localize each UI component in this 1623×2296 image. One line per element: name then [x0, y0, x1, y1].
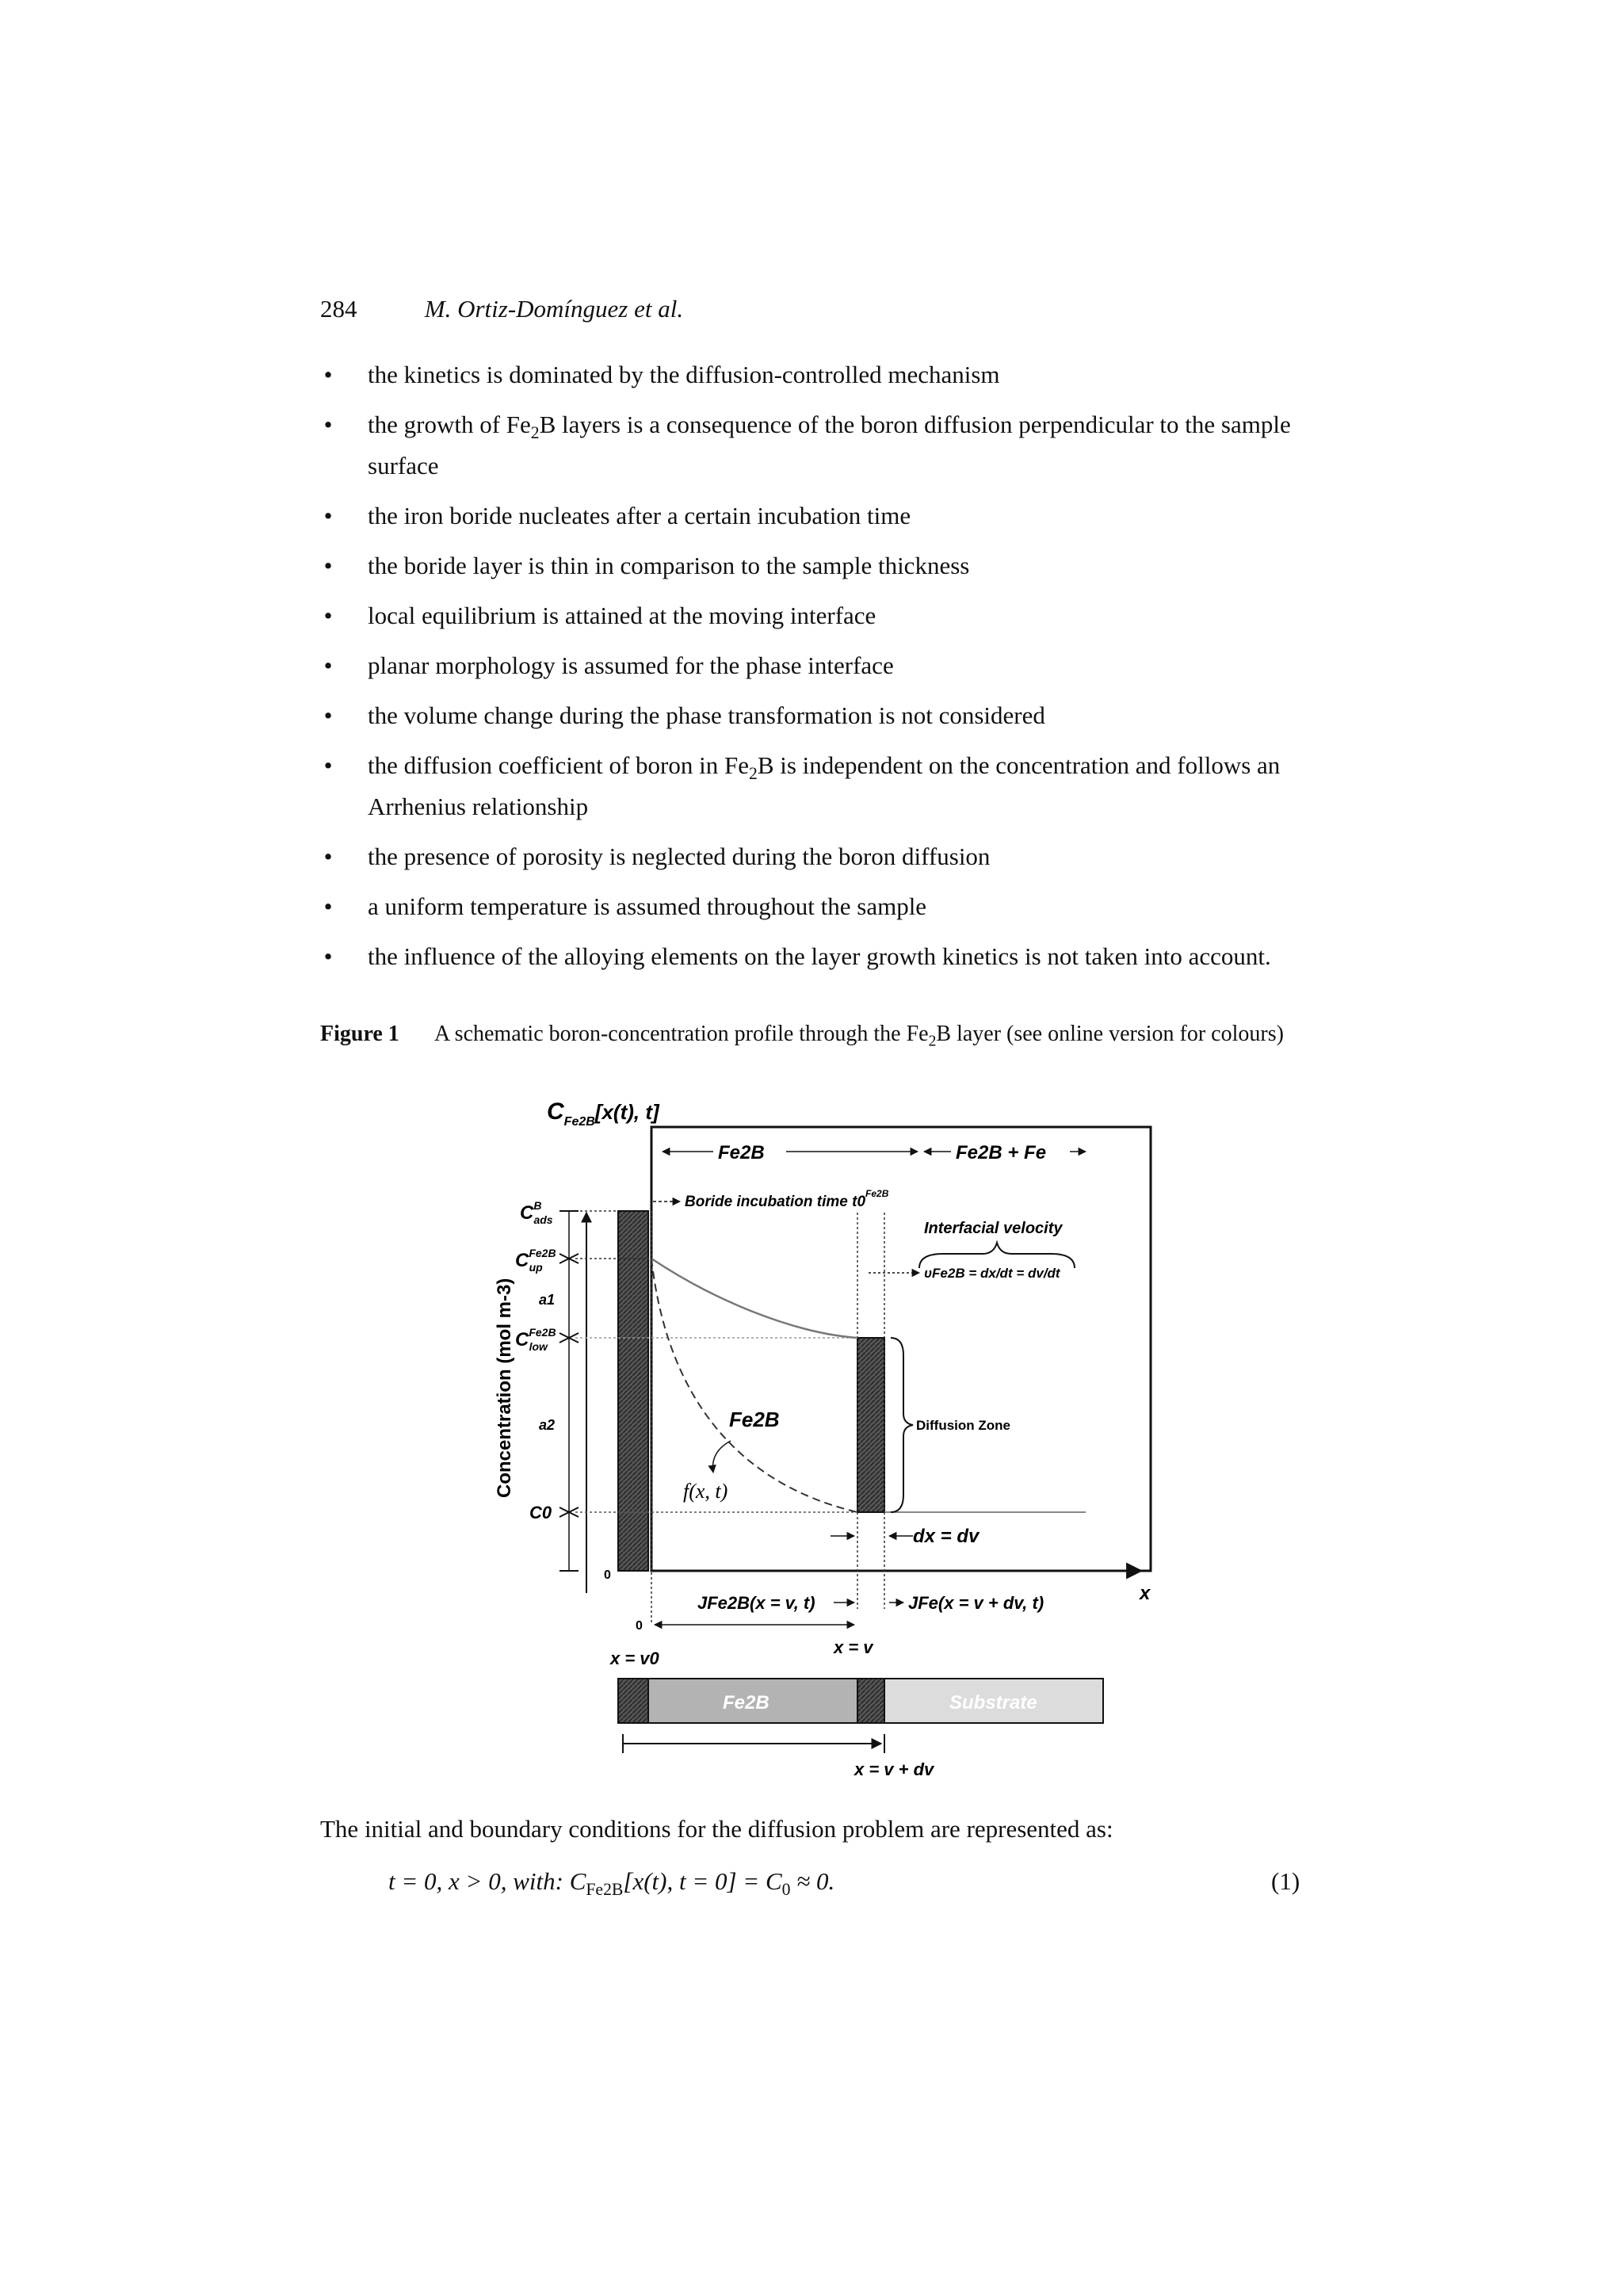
flux-fe-label: JFe(x = v + dv, t)	[908, 1593, 1044, 1613]
bullet-icon: •	[323, 942, 333, 971]
diagram-title: $C_{Fe2B}[x(t)$, t]	[547, 1098, 659, 1129]
x-axis-label: x	[1140, 1583, 1151, 1604]
diffusion-zone-brace	[891, 1338, 913, 1512]
bullet-icon: •	[323, 751, 333, 780]
assumption-list	[320, 358, 1295, 990]
list-item: • the boride layer is thin in comparison to the sample thickness	[320, 549, 1295, 582]
c0-label: C0	[529, 1503, 552, 1522]
fe2b-region-label: Fe2B	[718, 1142, 765, 1163]
bar-interface-hatch	[857, 1679, 884, 1723]
equation-number: (1)	[1271, 1867, 1300, 1895]
bullet-icon: •	[323, 602, 333, 630]
fe2b-curve-label: Fe2B	[729, 1408, 780, 1431]
body-paragraph: The initial and boundary conditions for the diffusion problem are represented as:	[320, 1815, 1113, 1843]
incubation-label: Boride incubation time $t0^{Fe2B}$	[685, 1188, 889, 1210]
figure-label: Figure 1	[320, 1022, 399, 1046]
list-item: • the volume change during the phase transformation is not considered	[320, 699, 1295, 732]
dx-label: dx = dv	[913, 1526, 980, 1547]
diffusion-zone-label: Diffusion Zone	[916, 1418, 1010, 1433]
y-axis-label: Concentration (mol m-3)	[494, 1278, 515, 1498]
fe2b-profile-curve	[651, 1259, 857, 1338]
bullet-icon: •	[323, 701, 333, 730]
x-vdv-label: x = v + dv	[854, 1759, 934, 1779]
list-item: • a uniform temperature is assumed throughout the sample	[320, 890, 1295, 923]
x-zero-label: 0	[636, 1619, 643, 1633]
boron-concentration-diagram	[475, 1086, 1173, 1799]
bullet-icon: •	[323, 361, 333, 388]
interface-layer	[857, 1338, 884, 1512]
list-item: • planar morphology is assumed for the phase interface	[320, 649, 1295, 682]
list-item: • the growth of $Fe_2B$ layers is a consequence of the boron diffusion perpendicular to the sample surface	[320, 408, 1295, 482]
interfacial-velocity-label: Interfacial velocity	[924, 1220, 1063, 1237]
list-item: • the diffusion coefficient of boron in $Fe_2B$ is independent on the concentration and follows an Arrhenius relationship	[320, 749, 1295, 823]
f-function-label: f(x, t)	[683, 1480, 728, 1503]
c-up-label: $C^{Fe2B}$ up	[515, 1247, 556, 1274]
bullet-icon: •	[323, 842, 333, 871]
page-number: 284	[320, 295, 357, 323]
c-low-label: $C^{Fe2B}$ low	[515, 1326, 556, 1353]
a2-label: a2	[539, 1417, 556, 1433]
surface-layer	[618, 1211, 648, 1571]
mixed-region-label: Fe2B + Fe	[956, 1142, 1047, 1163]
list-item: • the kinetics is dominated by the diffusion-controlled mechanism	[320, 358, 1295, 391]
c-ads-label: $C^B$ ads	[520, 1199, 553, 1226]
y-zero-label: 0	[604, 1568, 611, 1582]
bar-fe2b-label: Fe2B	[723, 1692, 769, 1713]
list-item: • the influence of the alloying elements on the layer growth kinetics is not taken into account.	[320, 940, 1295, 972]
list-item: • local equilibrium is attained at the moving interface	[320, 599, 1295, 632]
bullet-icon: •	[323, 411, 333, 438]
x-v-label: x = v	[834, 1637, 873, 1657]
author-line: M. Ortiz-Domínguez et al.	[424, 295, 684, 323]
figure-caption-text: A schematic boron-concentration profile through the $Fe_2B$ layer (see online version for colours)	[434, 1022, 1284, 1050]
bullet-icon: •	[323, 502, 333, 530]
figure-caption	[320, 1021, 1303, 1056]
running-header	[320, 295, 683, 323]
bar-surface-hatch	[618, 1679, 648, 1723]
equation-1: t = 0, x > 0, with: $C_{Fe2B}[x(t)$, $t = 0] = C_0 \approx 0$.	[388, 1867, 835, 1900]
list-item: • the presence of porosity is neglected during the boron diffusion	[320, 840, 1295, 873]
velocity-formula: υFe2B = dx/dt = dv/dt	[924, 1266, 1060, 1281]
bullet-icon: •	[323, 552, 333, 580]
bullet-icon: •	[323, 892, 333, 921]
velocity-brace	[919, 1243, 1075, 1268]
flux-fe2b-label: JFe2B(x = v, t)	[697, 1593, 815, 1613]
list-item: • the iron boride nucleates after a certain incubation time	[320, 499, 1295, 532]
a1-label: a1	[539, 1292, 556, 1308]
bar-substrate-label: Substrate	[949, 1692, 1037, 1713]
x-v0-label: x = v0	[610, 1648, 659, 1668]
f-xt-curve	[651, 1259, 857, 1512]
bullet-icon: •	[323, 651, 333, 680]
